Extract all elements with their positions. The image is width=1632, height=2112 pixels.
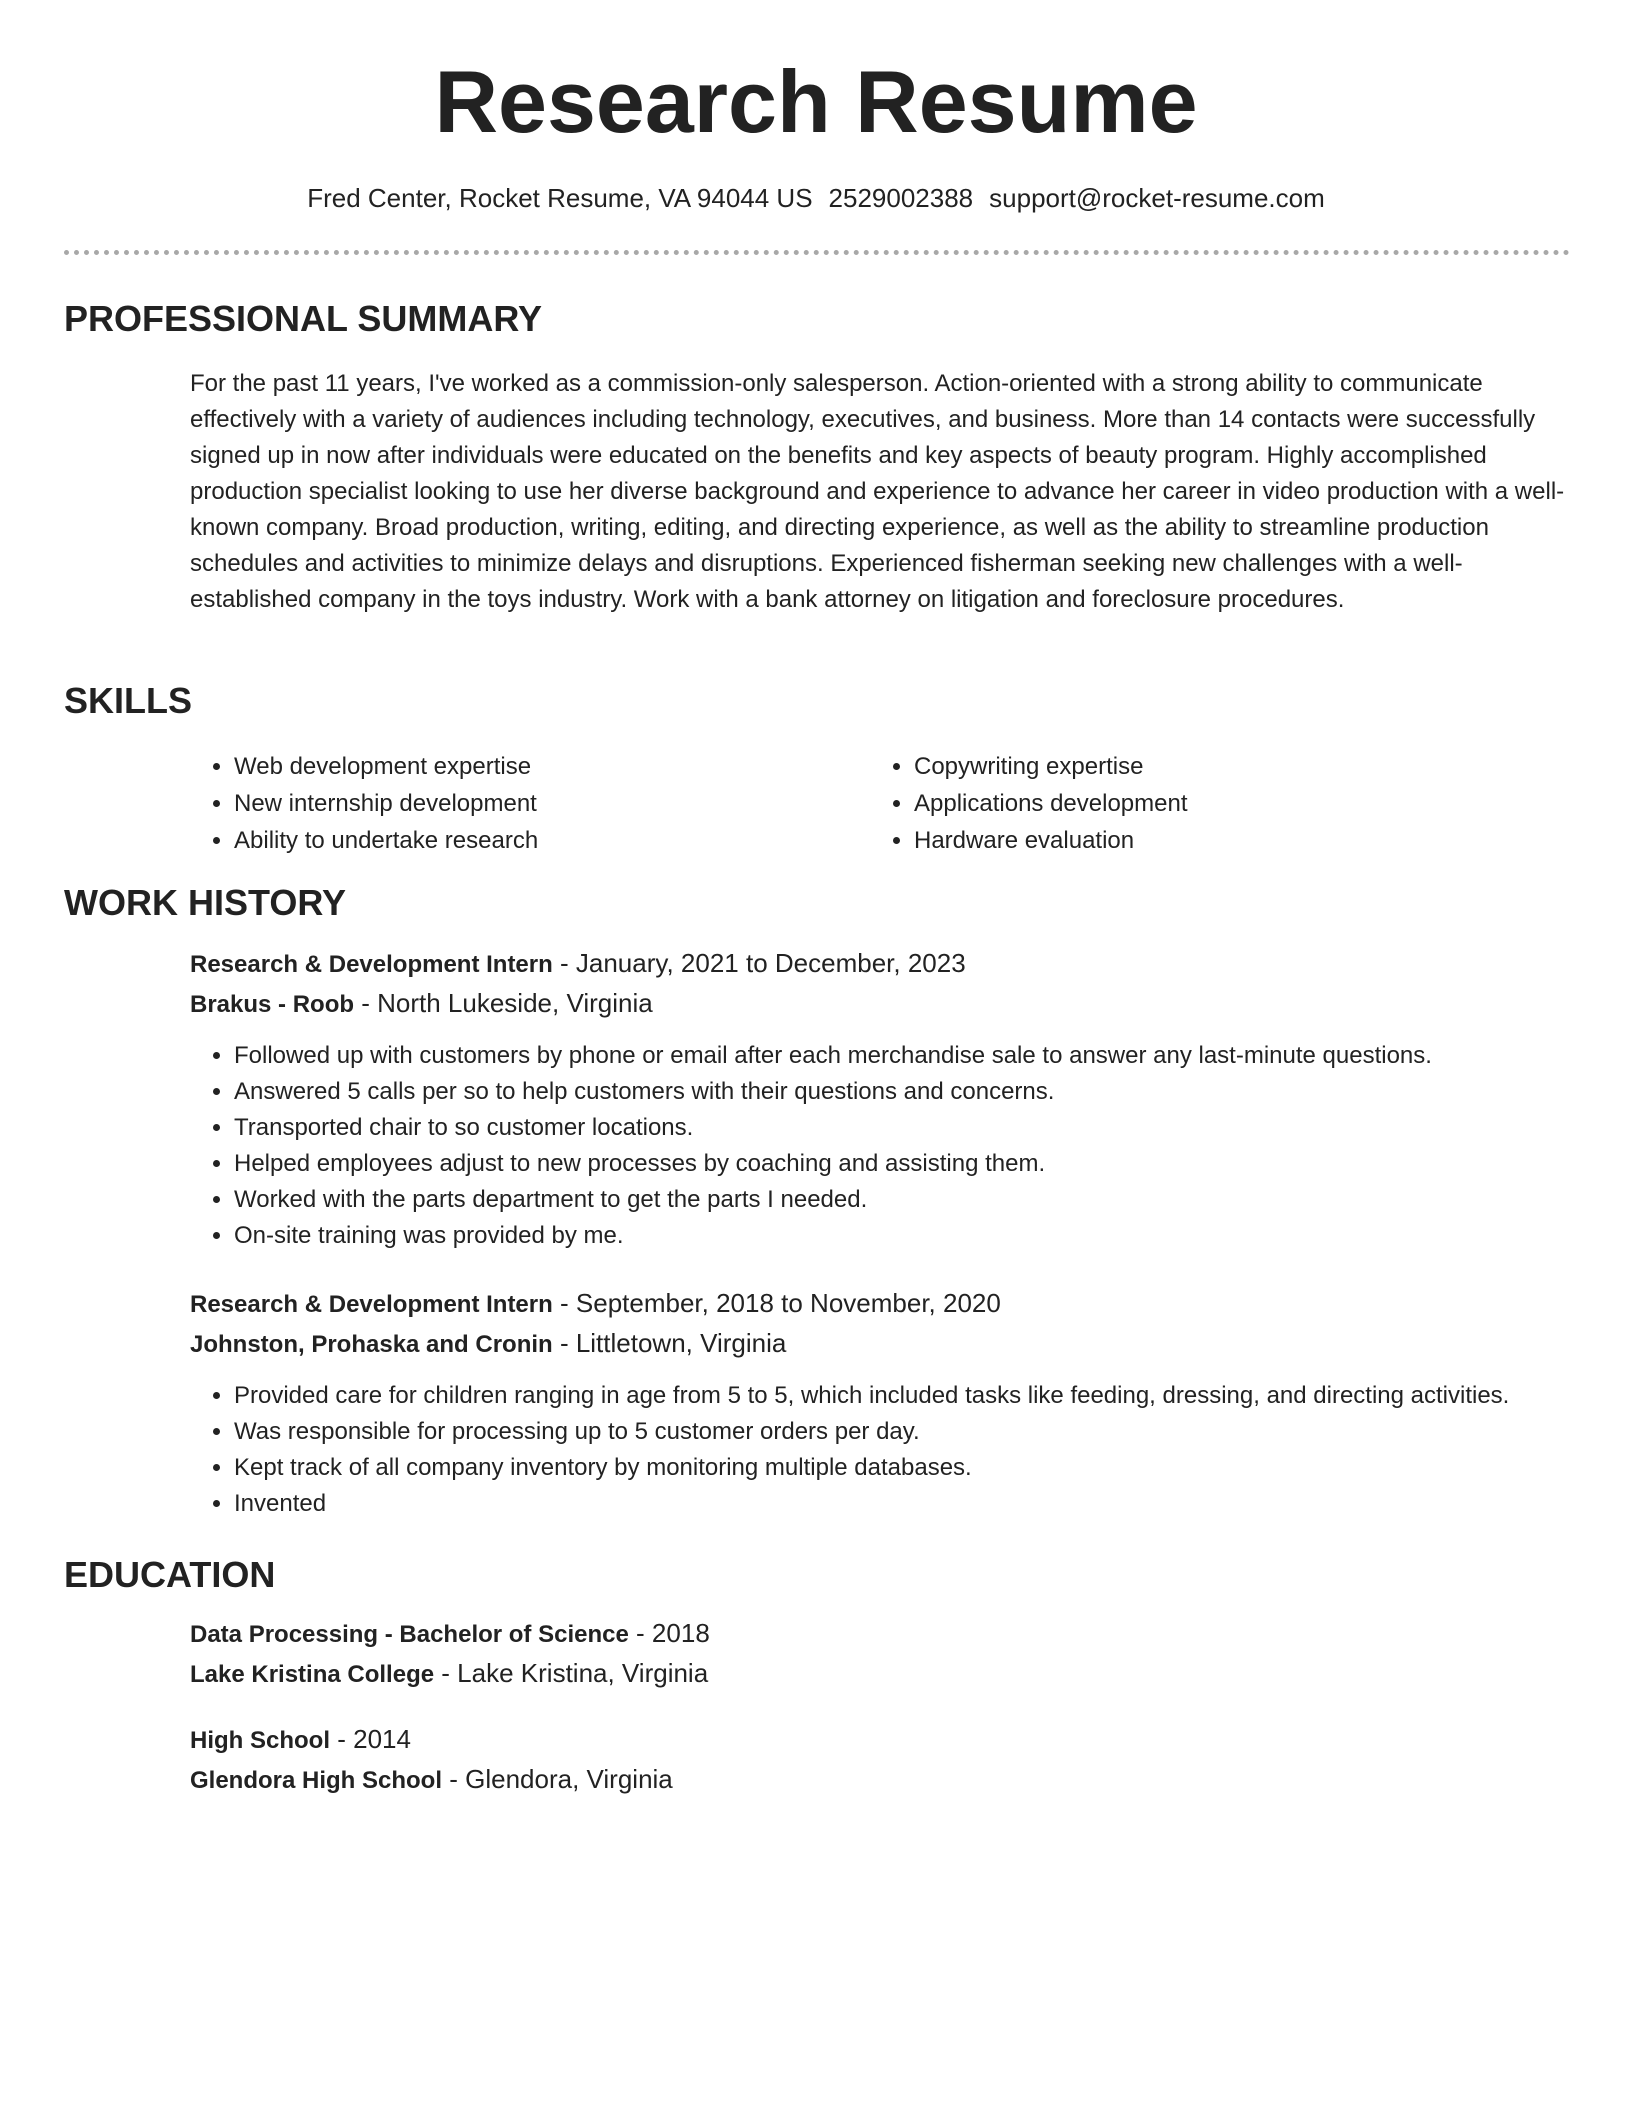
job-company: Brakus - Roob [190,991,355,1018]
job-entry [190,944,1590,1254]
email: support@rocket-resume.com [989,183,1325,213]
job-company-line [190,1324,1590,1364]
job-location: - North Lukeside, Virginia [354,988,653,1018]
skill-item: • Ability to undertake research [234,822,874,859]
skill-item: • Applications development [914,785,1554,822]
job-company: Johnston, Prohaska and Cronin [190,1331,553,1358]
job-role: Research & Development Intern [190,951,553,978]
job-location: - Littletown, Virginia [552,1328,787,1358]
edu-degree: High School [190,1727,330,1754]
header-divider [64,250,1570,255]
edu-degree: Data Processing - Bachelor of Science [190,1621,629,1648]
summary-text: For the past 11 years, I've worked as a commission-only salesperson. Action-oriented with a strong ability to communicate effectively with a variety of audiences including technology, executives, and business. More than 14 contacts were successfully signed up in now after individuals were educated on the benefits and key aspects of beauty program. Highly accomplished production specialist looking to use her diverse background and experience to advance her career in video production with a well-known company. Broad production, writing, editing, and directing experience, as well as the ability to streamline production schedules and activities to minimize delays and disruptions. Experienced fisherman seeking new challenges with a well-established company in the toys industry. Work with a bank attorney on litigation and foreclosure procedures. [190,370,1565,613]
edu-school: Lake Kristina College [190,1661,435,1688]
edu-degree-line [190,1614,1570,1654]
edu-location: - Lake Kristina, Virginia [434,1658,709,1688]
skill-item: • Copywriting expertise [914,748,1554,785]
skill-item: • New internship development [234,785,874,822]
skill-item: • Hardware evaluation [914,822,1554,859]
phone: 2529002388 [828,183,974,213]
edu-school: Glendora High School [190,1767,443,1794]
job-title-line [190,944,1590,984]
skill-item: • Web development expertise [234,748,874,785]
job-dates: - September, 2018 to November, 2020 [552,1288,1001,1318]
work-history-heading: WORK HISTORY [64,882,347,923]
skills-column-2 [870,748,1554,859]
job-company-line [190,984,1590,1024]
edu-school-line [190,1654,1570,1694]
skills-column-1 [190,748,874,859]
job-role: Research & Development Intern [190,1291,553,1318]
education-heading: EDUCATION [64,1554,276,1595]
job-dates: - January, 2021 to December, 2023 [552,948,966,978]
education-entry [190,1720,1570,1800]
job-entry [190,1284,1590,1522]
job-bullet: • Invented [234,1486,1590,1522]
job-bullet: • Provided care for children ranging in age from 5 to 5, which included tasks like feeding, dressing, and directing activities. [234,1378,1590,1414]
job-bullet: • Was responsible for processing up to 5 customer orders per day. [234,1414,1590,1450]
edu-year: - 2014 [330,1724,411,1754]
resume-name: Research Resume [434,52,1198,151]
job-bullet: • Kept track of all company inventory by monitoring multiple databases. [234,1450,1590,1486]
job-bullet: • Answered 5 calls per so to help customers with their questions and concerns. [234,1074,1590,1110]
contact-line [0,182,1632,214]
job-bullet: • Followed up with customers by phone or email after each merchandise sale to answer any last-minute questions. [234,1038,1590,1074]
job-title-line [190,1284,1590,1324]
job-bullet: • Helped employees adjust to new processes by coaching and assisting them. [234,1146,1590,1182]
summary-heading: PROFESSIONAL SUMMARY [64,298,543,339]
edu-school-line [190,1760,1570,1800]
job-bullet: • On-site training was provided by me. [234,1218,1590,1254]
job-bullets [190,1378,1590,1522]
job-bullet: • Worked with the parts department to get the parts I needed. [234,1182,1590,1218]
job-bullets [190,1038,1590,1254]
skills-heading: SKILLS [64,680,193,721]
address: Fred Center, Rocket Resume, VA 94044 US [307,183,813,213]
job-bullet: • Transported chair to so customer locations. [234,1110,1590,1146]
edu-degree-line [190,1720,1570,1760]
edu-location: - Glendora, Virginia [442,1764,673,1794]
edu-year: - 2018 [628,1618,710,1648]
education-entry [190,1614,1570,1694]
